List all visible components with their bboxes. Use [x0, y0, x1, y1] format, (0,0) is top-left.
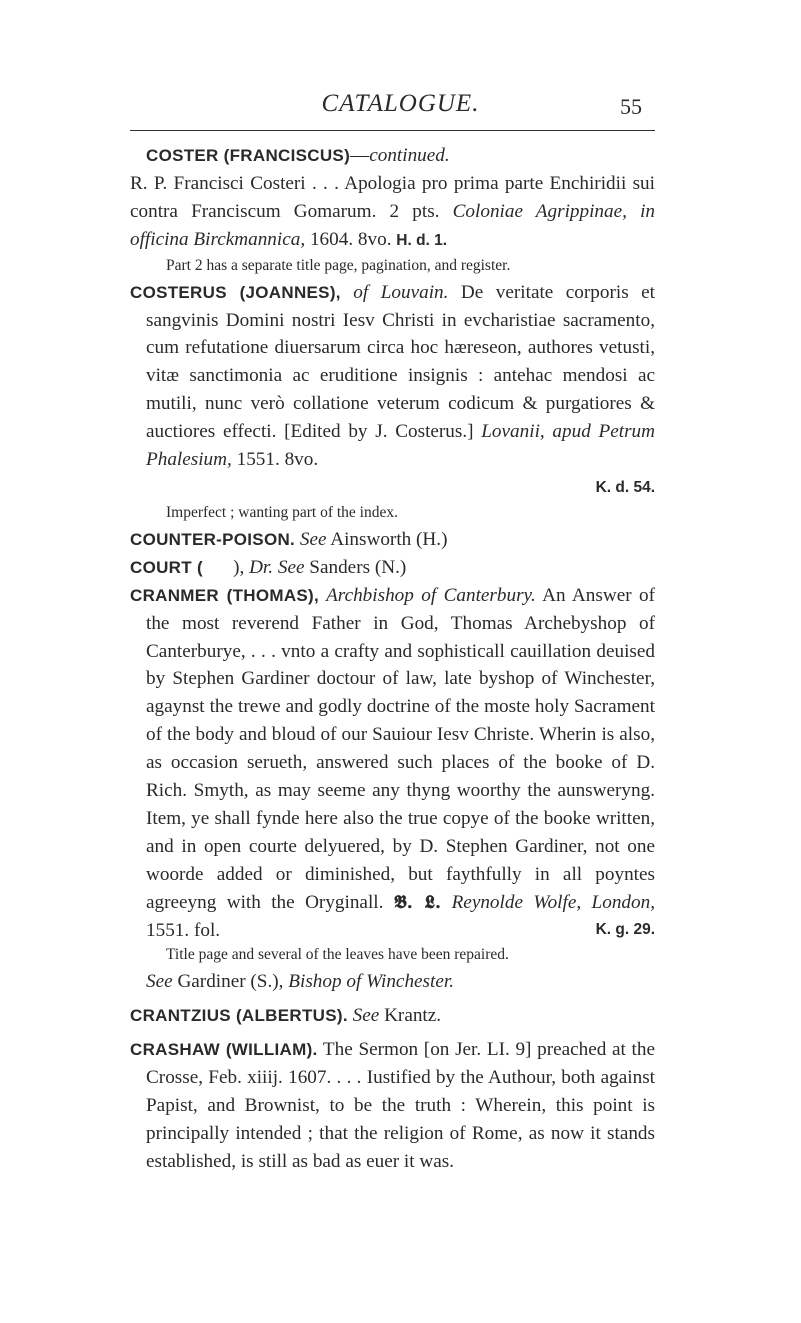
entry-date: 1551. fol. [146, 919, 221, 941]
entry-qualifier: Dr. [244, 556, 274, 578]
entry-date: 1551. 8vo. [231, 449, 319, 471]
entry-court [130, 554, 655, 582]
see-label: See [277, 556, 305, 578]
shelf-mark: K. g. 29. [595, 921, 655, 939]
shelf-mark: H. d. 1. [396, 231, 448, 249]
entry-heading: COUNTER-POISON. [130, 529, 296, 549]
entry-cranmer-xref [130, 968, 655, 996]
entry-counter-poison [130, 526, 655, 554]
entry-heading: CRASHAW (WILLIAM). [130, 1040, 318, 1060]
entry-qualifier: Archbishop of Canterbury. [319, 584, 536, 606]
entry-costerus [130, 279, 655, 502]
entry-coster [130, 142, 655, 255]
entry-heading: COSTER (FRANCISCUS) [146, 146, 351, 165]
entry-imprint: Reynolde Wolfe, London, [441, 891, 655, 913]
entry-heading: CRANTZIUS (ALBERTUS). [130, 1006, 348, 1026]
entry-crantzius [130, 1002, 655, 1030]
catalogue-entries [130, 142, 655, 1176]
entry-note: Part 2 has a separate title page, pagination, and register. [166, 256, 511, 274]
header-rule [130, 130, 655, 131]
shelf-mark: K. d. 54. [595, 478, 655, 496]
dash: — [350, 145, 370, 166]
entry-date: 1604. 8vo. [305, 228, 397, 250]
entry-imprint: Lovanii, apud Petrum Phalesium, [146, 421, 655, 471]
entry-body: R. P. Francisci Costeri . . . Apologia pro prima parte Enchiridii sui contra Franciscum Gomarum. 2 pts. [130, 172, 655, 222]
entry-body: De veritate corporis et sangvinis Domini nostri Iesv Christi in evcharistiae sacramento, cum refutatione diuersarum circa hoc hæreseon, authores vetusti, vitæ sanctimonia ac eruditione insignis : antehac mendosi ac mutili, nunc verò collatione veterum codicum & purgatiores & auctiores effecti. [Edited by J. Costerus.] [146, 281, 656, 443]
see-label: See [146, 971, 173, 993]
entry-heading-end: ), [233, 556, 245, 578]
see-label: See [299, 528, 327, 550]
running-head: CATALOGUE. [321, 90, 480, 117]
entry-crashaw [130, 1036, 655, 1176]
entry-note: Title page and several of the leaves have been repaired. [166, 946, 509, 964]
entry-body: The Sermon [on Jer. LI. 9] preached at the Crosse, Feb. xiiij. 1607. . . . Iustified by the Authour, both against Papist, and Brownist, to be the truth : Wherein, this point is principally intended ; that the religion of Rome, as now it stands established, is still as bad as euer it was. [146, 1039, 656, 1172]
entry-imprint: Coloniae Agrippinae, in officina Birckmannica, [130, 200, 655, 250]
cross-reference: Gardiner (S.), [172, 971, 284, 993]
page-number: 55 [620, 94, 642, 119]
black-letter-mark: 𝕭. 𝕷. [393, 891, 442, 913]
entry-heading: COURT ( [130, 557, 203, 577]
cross-reference-qualifier: Bishop of Winchester. [283, 971, 455, 993]
entry-heading: CRANMER (THOMAS), [130, 585, 320, 605]
cross-reference: Krantz. [379, 1005, 442, 1027]
continued-label: continued. [369, 145, 450, 166]
cross-reference: Sanders (N.) [304, 556, 407, 578]
cross-reference: Ainsworth (H.) [326, 528, 448, 550]
entry-heading: COSTERUS (JOANNES), [130, 282, 341, 302]
entry-body: An Answer of the most reverend Father in God, Thomas Archebyshop of Canterburye, . . . vnto a crafty and sophisticall cauillation deuised by Stephen Gardiner doctour of law, late byshop of Winchester, agaynst the trewe and godly doctrine of the moste holy Sacrament of the body and bloud of our Sauiour Iesv Christe. Wherin is also, as occasion seruеth, answered such places of the booke of D. Rich. Smyth, as may seeme any thyng woorthy the aunsweryng. Item, ye shall fynde here also the true copye of the booke written, and in open courte delyuered, by D. Stephen Gardiner, not one woorde added or diminished, but faythfully in all poyntes agreeyng with the Oryginall. [146, 584, 656, 913]
see-label: See [352, 1005, 380, 1027]
entry-cranmer [130, 582, 655, 945]
entry-qualifier: of Louvain. [340, 281, 449, 303]
entry-note: Imperfect ; wanting part of the index. [166, 503, 398, 521]
